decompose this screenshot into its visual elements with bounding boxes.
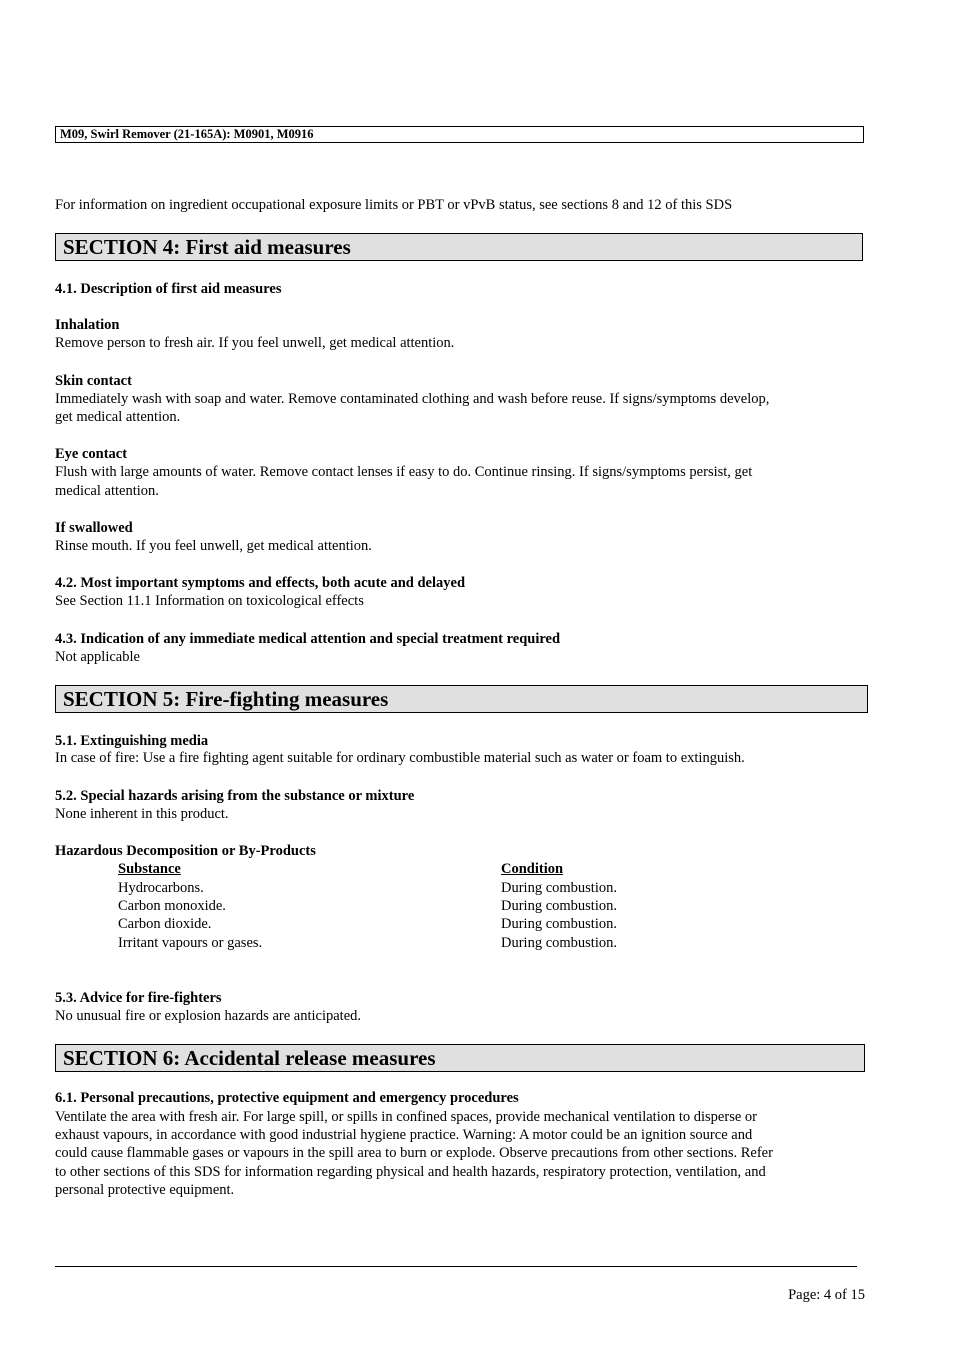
skin-contact-text-1: Immediately wash with soap and water. Remove contaminated clothing and wash before reuse. If signs/symptoms develop, xyxy=(55,391,770,407)
s43-heading: 4.3. Indication of any immediate medical attention and special treatment required xyxy=(55,631,561,647)
s52-heading: 5.2. Special hazards arising from the substance or mixture xyxy=(55,788,415,804)
hazard-row-substance: Hydrocarbons. xyxy=(118,880,204,896)
eye-contact-label: Eye contact xyxy=(55,446,128,462)
hazard-row-condition: During combustion. xyxy=(501,898,617,914)
s51-text: In case of fire: Use a fire fighting agent suitable for ordinary combustible material such as water or foam to extinguish. xyxy=(55,750,745,766)
s42-text: See Section 11.1 Information on toxicological effects xyxy=(55,593,364,609)
col-substance-header: Substance xyxy=(118,861,181,877)
hazard-row-substance: Irritant vapours or gases. xyxy=(118,935,263,951)
hazard-row-condition: During combustion. xyxy=(501,916,617,932)
swallowed-text: Rinse mouth. If you feel unwell, get medical attention. xyxy=(55,538,372,554)
product-header: M09, Swirl Remover (21-165A): M0901, M0916 xyxy=(55,126,864,143)
inhalation-text: Remove person to fresh air. If you feel unwell, get medical attention. xyxy=(55,335,455,351)
s41-heading: 4.1. Description of first aid measures xyxy=(55,281,282,297)
skin-contact-text-2: get medical attention. xyxy=(55,409,181,425)
hazard-row-condition: During combustion. xyxy=(501,880,617,896)
s61-line: could cause flammable gases or vapours in the spill area to burn or explode. Observe precautions from other sections. Refer xyxy=(55,1145,773,1161)
col-condition-header: Condition xyxy=(501,861,564,877)
intro-note: For information on ingredient occupational exposure limits or PBT or vPvB status, see sections 8 and 12 of this SDS xyxy=(55,197,733,213)
hazard-row-condition: During combustion. xyxy=(501,935,617,951)
hazard-heading: Hazardous Decomposition or By-Products xyxy=(55,843,316,859)
s52-text: None inherent in this product. xyxy=(55,806,229,822)
eye-contact-text-2: medical attention. xyxy=(55,483,159,499)
s61-line: Ventilate the area with fresh air. For large spill, or spills in confined spaces, provide mechanical ventilation to disperse or xyxy=(55,1109,757,1125)
s61-line: to other sections of this SDS for information regarding physical and health hazards, respiratory protection, ventilation, and xyxy=(55,1164,766,1180)
section-4-title: SECTION 4: First aid measures xyxy=(55,233,863,261)
hazard-row-substance: Carbon monoxide. xyxy=(118,898,226,914)
s51-heading: 5.1. Extinguishing media xyxy=(55,733,209,749)
section-5-title: SECTION 5: Fire-fighting measures xyxy=(55,685,868,713)
s61-heading: 6.1. Personal precautions, protective equipment and emergency procedures xyxy=(55,1090,519,1106)
hazard-row-substance: Carbon dioxide. xyxy=(118,916,212,932)
footer-rule xyxy=(55,1266,857,1267)
eye-contact-text-1: Flush with large amounts of water. Remove contact lenses if easy to do. Continue rinsing. If signs/symptoms persist, get xyxy=(55,464,753,480)
s53-heading: 5.3. Advice for fire-fighters xyxy=(55,990,222,1006)
skin-contact-label: Skin contact xyxy=(55,373,132,389)
s53-text: No unusual fire or explosion hazards are anticipated. xyxy=(55,1008,362,1024)
swallowed-label: If swallowed xyxy=(55,520,133,536)
s43-text: Not applicable xyxy=(55,649,140,665)
inhalation-label: Inhalation xyxy=(55,317,120,333)
page-number: Page: 4 of 15 xyxy=(788,1287,865,1303)
s61-line: exhaust vapours, in accordance with good industrial hygiene practice. Warning: A motor could be an ignition source and xyxy=(55,1127,753,1143)
s61-line: personal protective equipment. xyxy=(55,1182,235,1198)
s42-heading: 4.2. Most important symptoms and effects, both acute and delayed xyxy=(55,575,466,591)
section-6-title: SECTION 6: Accidental release measures xyxy=(55,1044,865,1072)
